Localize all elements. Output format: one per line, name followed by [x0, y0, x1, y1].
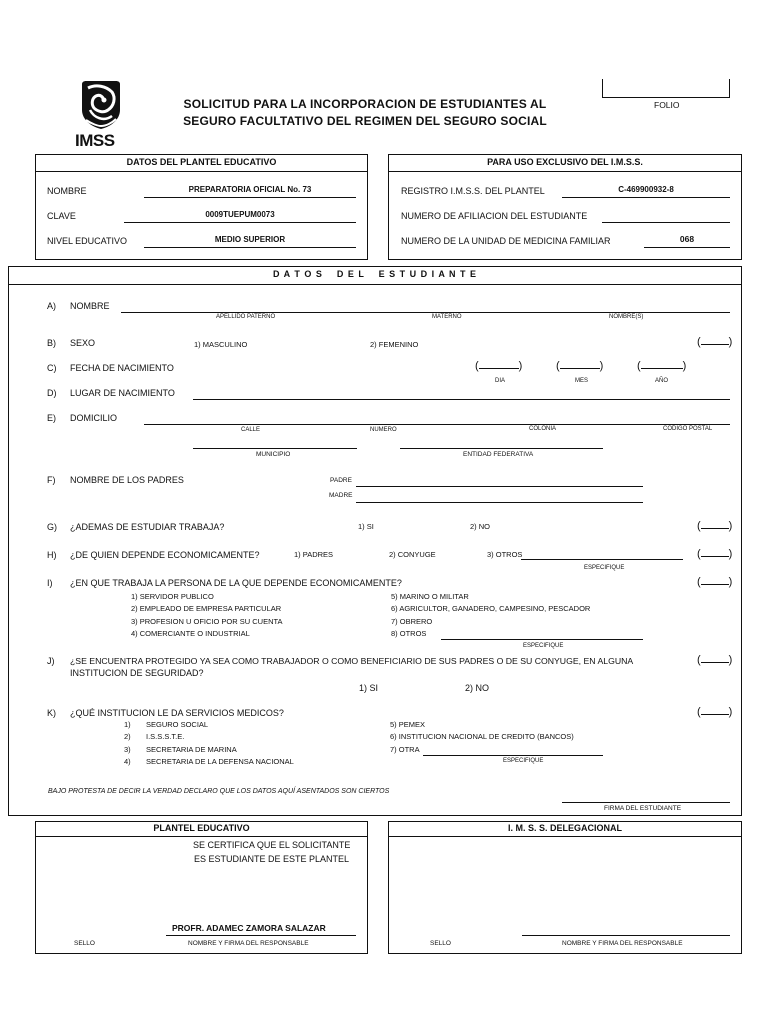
c-mes-box[interactable]: ( )	[556, 360, 604, 372]
form-title	[140, 96, 590, 130]
b-answer-box[interactable]: ( )	[697, 336, 733, 348]
e-entidad-label: ENTIDAD FEDERATIVA	[463, 451, 534, 458]
i-label: ¿EN QUE TRABAJA LA PERSONA DE LA QUE DEPENDE ECONOMICAMENTE?	[70, 578, 402, 588]
b-opt-masculino[interactable]: 1) MASCULINO	[194, 340, 248, 349]
plantel-clave-label: CLAVE	[47, 211, 76, 221]
h-opt-conyuge[interactable]: 2) CONYUGE	[389, 550, 436, 559]
imss-heading: PARA USO EXCLUSIVO DEL I.M.S.S.	[487, 157, 643, 167]
h-opt-otros[interactable]: 3) OTROS	[487, 550, 523, 559]
imss-umf-label: NUMERO DE LA UNIDAD DE MEDICINA FAMILIAR	[401, 236, 611, 246]
i-option[interactable]: 6) AGRICULTOR, GANADERO, CAMPESINO, PESCADOR	[391, 604, 591, 613]
madre-field[interactable]	[356, 502, 643, 503]
municipio-field[interactable]	[193, 448, 357, 449]
h-answer-box[interactable]: ( )	[697, 548, 733, 560]
i-especifique: ESPECIFIQUE	[523, 643, 564, 649]
i-option[interactable]: 5) MARINO O MILITAR	[391, 592, 469, 601]
certifica-line2: ES ESTUDIANTE DE ESTE PLANTEL	[194, 854, 350, 864]
g-letter: G)	[47, 522, 57, 532]
imss-afiliacion-label: NUMERO DE AFILIACION DEL ESTUDIANTE	[401, 211, 588, 221]
form-title-line1: SOLICITUD PARA LA INCORPORACION DE ESTUDIANTES AL	[183, 97, 547, 111]
imss-registro-label: REGISTRO I.M.S.S. DEL PLANTEL	[401, 186, 545, 196]
plantel-nombre-value[interactable]: PREPARATORIA OFICIAL No. 73	[188, 185, 312, 194]
h-opt-padres[interactable]: 1) PADRES	[294, 550, 334, 559]
f-padre-label: PADRE	[330, 477, 352, 484]
c-letter: C)	[47, 363, 57, 373]
footer-plantel-heading: PLANTEL EDUCATIVO	[153, 823, 250, 833]
h-label: ¿DE QUIEN DEPENDE ECONOMICAMENTE?	[70, 550, 260, 560]
k-option[interactable]: I.S.S.S.T.E.	[146, 732, 185, 741]
k-especifique: ESPECIFIQUE	[503, 758, 544, 764]
b-letter: B)	[47, 338, 56, 348]
i-option[interactable]: 7) OBRERO	[391, 617, 433, 626]
h-letter: H)	[47, 550, 57, 560]
j-line2: INSTITUCION DE SEGURIDAD?	[70, 668, 204, 678]
e-letter: E)	[47, 413, 56, 423]
j-opt-si[interactable]: 1) SI	[359, 683, 379, 693]
imss-registro-value[interactable]: C-469900932-8	[618, 185, 674, 194]
i-letter: I)	[47, 578, 53, 588]
a-letter: A)	[47, 301, 56, 311]
d-letter: D)	[47, 388, 57, 398]
imss-logo	[74, 80, 128, 148]
i-option[interactable]: 3) PROFESION U OFICIO POR SU CUENTA	[131, 617, 283, 626]
form-title-line2: SEGURO FACULTATIVO DEL REGIMEN DEL SEGURO SOCIAL	[183, 114, 547, 128]
b-label: SEXO	[70, 338, 96, 348]
footer-nombre-firma-label: NOMBRE Y FIRMA DEL RESPONSABLE	[188, 940, 309, 947]
i-answer-box[interactable]: ( )	[697, 576, 733, 588]
i-option[interactable]: 1) SERVIDOR PUBLICO	[131, 592, 214, 601]
a-sub-materno: MATERNO	[432, 314, 462, 320]
k-answer-box[interactable]: ( )	[697, 706, 733, 718]
h-especifique: ESPECIFIQUE	[584, 565, 625, 571]
i-option[interactable]: 4) COMERCIANTE O INDUSTRIAL	[131, 629, 250, 638]
imss-afiliacion-field[interactable]	[602, 222, 730, 223]
k-option-number: 3)	[124, 745, 131, 754]
entidad-field[interactable]	[400, 448, 603, 449]
k-option[interactable]: SEGURO SOCIAL	[146, 720, 209, 729]
k-option-number: 2)	[124, 732, 131, 741]
c-mes-label: MES	[575, 378, 589, 384]
a-label: NOMBRE	[70, 301, 110, 311]
footer-imss-heading: I. M. S. S. DELEGACIONAL	[507, 823, 622, 833]
e-colonia-label: COLONIA	[529, 426, 557, 432]
protesta-text: BAJO PROTESTA DE DECIR LA VERDAD DECLARO QUE LOS DATOS AQUÍ ASENTADOS SON CIERTOS	[48, 788, 390, 795]
f-label: NOMBRE DE LOS PADRES	[70, 475, 184, 485]
g-opt-si[interactable]: 1) SI	[358, 522, 374, 531]
g-answer-box[interactable]: ( )	[697, 520, 733, 532]
b-opt-femenino[interactable]: 2) FEMENINO	[370, 340, 419, 349]
plantel-nombre-label: NOMBRE	[47, 186, 87, 196]
k-option[interactable]: SECRETARIA DE MARINA	[146, 745, 237, 754]
plantel-heading: DATOS DEL PLANTEL EDUCATIVO	[126, 157, 277, 167]
c-anio-box[interactable]: ( )	[637, 360, 687, 372]
firma-estudiante-field[interactable]	[562, 802, 730, 803]
plantel-clave-value[interactable]: 0009TUEPUM0073	[205, 210, 275, 219]
f-madre-label: MADRE	[329, 492, 353, 499]
j-answer-box[interactable]: ( )	[697, 654, 733, 666]
firma-estudiante-label: FIRMA DEL ESTUDIANTE	[604, 805, 682, 812]
k-option[interactable]: 7) OTRA	[390, 745, 420, 754]
padre-field[interactable]	[356, 486, 643, 487]
imss-eagle-icon	[74, 80, 128, 130]
plantel-nivel-label: NIVEL EDUCATIVO	[47, 236, 128, 246]
g-label: ¿ADEMAS DE ESTUDIAR TRABAJA?	[70, 522, 225, 532]
h-otros-field[interactable]	[521, 559, 683, 560]
footer-nombre-firma2-label: NOMBRE Y FIRMA DEL RESPONSABLE	[562, 940, 683, 947]
estudiante-heading: D A T O S D E L E S T U D I A N T E	[272, 269, 477, 279]
c-label: FECHA DE NACIMIENTO	[70, 363, 174, 373]
e-municipio-label: MUNICIPIO	[256, 451, 291, 458]
domicilio-field[interactable]	[144, 424, 730, 425]
i-otros-field[interactable]	[441, 639, 643, 640]
certifica-line1: SE CERTIFICA QUE EL SOLICITANTE	[193, 840, 351, 850]
k-option-number: 1)	[124, 720, 131, 729]
k-label: ¿QUÉ INSTITUCION LE DA SERVICIOS MEDICOS?	[70, 708, 284, 718]
imss-logo-text: IMSS	[75, 131, 115, 150]
footer-sello2-label: SELLO	[430, 940, 451, 947]
k-option[interactable]: 6) INSTITUCION NACIONAL DE CREDITO (BANCOS)	[390, 732, 574, 741]
imss-firma-field[interactable]	[522, 935, 730, 936]
f-letter: F)	[47, 475, 56, 485]
c-dia-label: DIA	[495, 378, 506, 384]
folio-label: FOLIO	[654, 100, 680, 110]
a-sub-nombres: NOMBRE(S)	[609, 314, 644, 320]
e-numero-label: NUMERO	[370, 427, 397, 433]
i-option[interactable]: 8) OTROS	[391, 629, 427, 638]
e-label: DOMICILIO	[70, 413, 118, 423]
c-anio-label: AÑO	[655, 378, 669, 384]
c-dia-box[interactable]: ( )	[475, 360, 523, 372]
imss-umf-value[interactable]: 068	[679, 234, 695, 244]
k-option[interactable]: SECRETARIA DE LA DEFENSA NACIONAL	[146, 757, 294, 766]
g-opt-no[interactable]: 2) NO	[470, 522, 491, 531]
e-calle-label: CALLE	[241, 427, 261, 433]
responsable-name: PROFR. ADAMEC ZAMORA SALAZAR	[172, 923, 326, 933]
a-sub-paterno: APELLIDO PATERNO	[216, 314, 276, 320]
e-cp-label: CÓDIGO POSTAL	[663, 426, 713, 432]
plantel-nivel-value[interactable]: MEDIO SUPERIOR	[214, 235, 286, 244]
j-line1: ¿SE ENCUENTRA PROTEGIDO YA SEA COMO TRABAJADOR O COMO BENEFICIARIO DE SUS PADRES O DE SU CONYUGE, EN ALGUNA	[70, 656, 634, 666]
k-otra-field[interactable]	[423, 755, 603, 756]
j-opt-no[interactable]: 2) NO	[465, 683, 490, 693]
lugar-nacimiento-field[interactable]	[193, 399, 730, 400]
folio-field[interactable]	[602, 79, 730, 98]
footer-sello-label: SELLO	[74, 940, 95, 947]
nombre-field[interactable]	[121, 312, 730, 313]
k-option-number: 4)	[124, 757, 131, 766]
i-option[interactable]: 2) EMPLEADO DE EMPRESA PARTICULAR	[131, 604, 282, 613]
k-letter: K)	[47, 708, 56, 718]
j-letter: J)	[47, 656, 55, 666]
k-option[interactable]: 5) PEMEX	[390, 720, 426, 729]
d-label: LUGAR DE NACIMIENTO	[70, 388, 175, 398]
